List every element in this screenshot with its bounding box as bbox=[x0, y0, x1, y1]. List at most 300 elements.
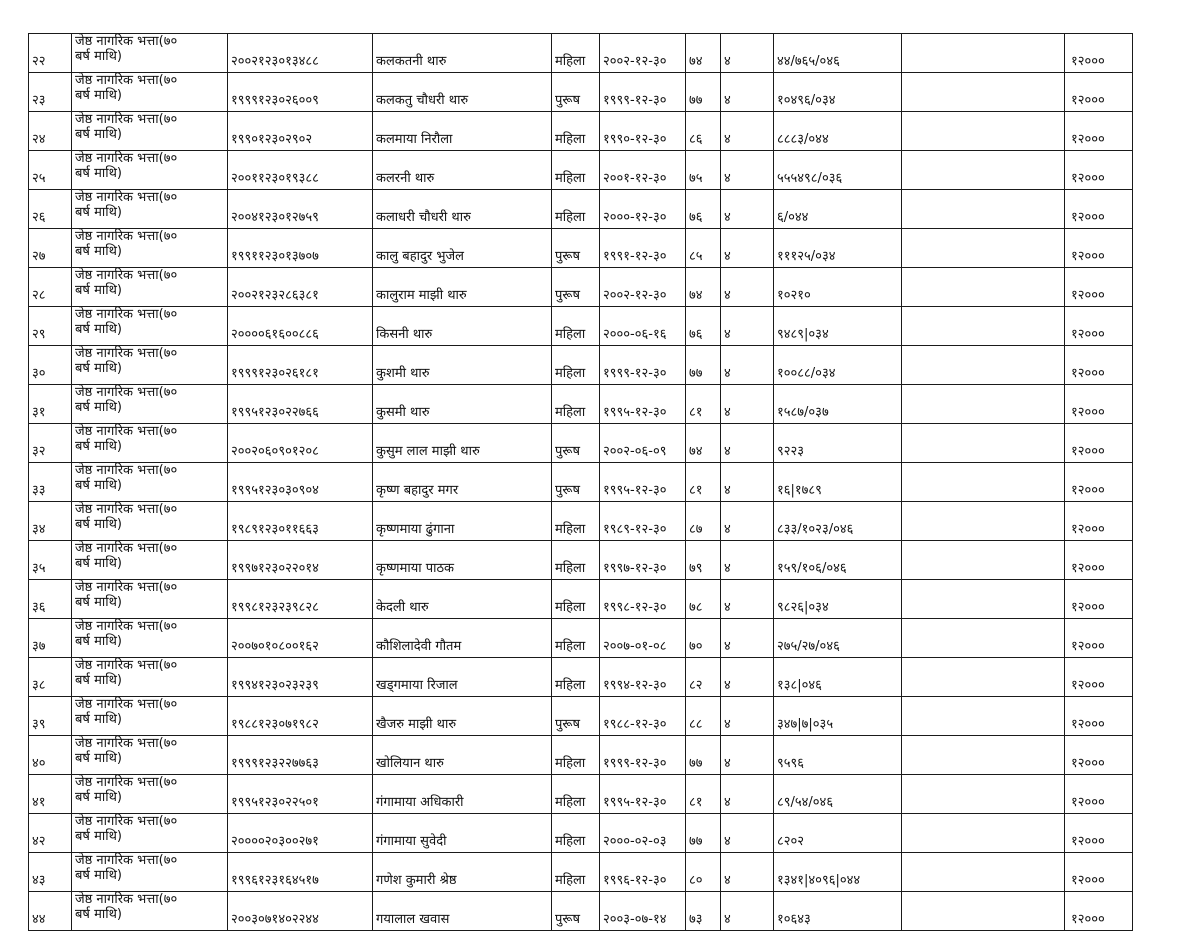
category-line-1: जेष्ठ नागरिक भत्ता(७० bbox=[75, 385, 178, 400]
amount-cell: १२००० bbox=[1065, 697, 1133, 736]
serial-number-cell: ३७ bbox=[29, 619, 72, 658]
document-number-cell: १३४१|४०९६|०४४ bbox=[774, 853, 902, 892]
beneficiary-name-cell: कुसमी थारु bbox=[373, 385, 552, 424]
date-of-birth-cell: १९९८-१२-३० bbox=[600, 580, 686, 619]
amount-cell: १२००० bbox=[1065, 190, 1133, 229]
ward-number-cell: ४ bbox=[721, 463, 774, 502]
category-cell bbox=[72, 229, 228, 268]
ward-number-cell: ४ bbox=[721, 658, 774, 697]
gender-cell: पुरूष bbox=[552, 268, 600, 307]
document-number-cell: ४४/७६५/०४६ bbox=[774, 34, 902, 73]
category-cell bbox=[72, 814, 228, 853]
table-row bbox=[29, 151, 1133, 190]
amount-cell: १२००० bbox=[1065, 619, 1133, 658]
empty-cell bbox=[902, 502, 1065, 541]
table-row bbox=[29, 112, 1133, 151]
ward-number-cell: ४ bbox=[721, 151, 774, 190]
category-cell bbox=[72, 697, 228, 736]
category-line-1: जेष्ठ नागरिक भत्ता(७० bbox=[75, 424, 178, 439]
serial-number-cell: ४० bbox=[29, 736, 72, 775]
date-of-birth-cell: १९९७-१२-३० bbox=[600, 541, 686, 580]
age-cell: ७४ bbox=[686, 268, 721, 307]
empty-cell bbox=[902, 424, 1065, 463]
category-line-2: बर्ष माथि) bbox=[75, 205, 122, 220]
gender-cell: महिला bbox=[552, 151, 600, 190]
beneficiary-name-cell: कलरनी थारु bbox=[373, 151, 552, 190]
document-number-cell: ९४८९|०३४ bbox=[774, 307, 902, 346]
table-row bbox=[29, 697, 1133, 736]
category-cell bbox=[72, 424, 228, 463]
table-row bbox=[29, 619, 1133, 658]
date-of-birth-cell: २००७-०१-०८ bbox=[600, 619, 686, 658]
category-line-1: जेष्ठ नागरिक भत्ता(७० bbox=[75, 541, 178, 556]
table-row bbox=[29, 424, 1133, 463]
date-of-birth-cell: १९९९-१२-३० bbox=[600, 73, 686, 112]
empty-cell bbox=[902, 658, 1065, 697]
age-cell: ८७ bbox=[686, 502, 721, 541]
amount-cell: १२००० bbox=[1065, 892, 1133, 931]
beneficiary-name-cell: कुशमी थारु bbox=[373, 346, 552, 385]
document-number-cell: १५९/१०६/०४६ bbox=[774, 541, 902, 580]
date-of-birth-cell: २००२-१२-३० bbox=[600, 268, 686, 307]
date-of-birth-cell: १९९५-१२-३० bbox=[600, 385, 686, 424]
category-line-1: जेष्ठ नागरिक भत्ता(७० bbox=[75, 736, 178, 751]
gender-cell: महिला bbox=[552, 34, 600, 73]
age-cell: ८१ bbox=[686, 775, 721, 814]
beneficiary-name-cell: कौशिलादेवी गौतम bbox=[373, 619, 552, 658]
category-line-1: जेष्ठ नागरिक भत्ता(७० bbox=[75, 151, 178, 166]
beneficiary-name-cell: कलकतु चौधरी थारु bbox=[373, 73, 552, 112]
ward-number-cell: ४ bbox=[721, 385, 774, 424]
serial-number-cell: २३ bbox=[29, 73, 72, 112]
gender-cell: महिला bbox=[552, 658, 600, 697]
document-number-cell: १०२१० bbox=[774, 268, 902, 307]
document-number-cell: २७५/२७/०४६ bbox=[774, 619, 902, 658]
beneficiary-name-cell: गंगामाया अधिकारी bbox=[373, 775, 552, 814]
gender-cell: महिला bbox=[552, 502, 600, 541]
category-cell bbox=[72, 502, 228, 541]
table-row bbox=[29, 658, 1133, 697]
beneficiary-table-page bbox=[28, 33, 1133, 931]
gender-cell: पुरूष bbox=[552, 229, 600, 268]
ward-number-cell: ४ bbox=[721, 892, 774, 931]
amount-cell: १२००० bbox=[1065, 736, 1133, 775]
table-row bbox=[29, 307, 1133, 346]
serial-number-cell: २९ bbox=[29, 307, 72, 346]
citizenship-number-cell: १९९०१२३०२९०२ bbox=[228, 112, 373, 151]
beneficiary-name-cell: कृष्णमाया ढुंगाना bbox=[373, 502, 552, 541]
age-cell: ८६ bbox=[686, 112, 721, 151]
empty-cell bbox=[902, 580, 1065, 619]
citizenship-number-cell: १९९९१२३२२७७६३ bbox=[228, 736, 373, 775]
date-of-birth-cell: १९९९-१२-३० bbox=[600, 346, 686, 385]
serial-number-cell: २५ bbox=[29, 151, 72, 190]
ward-number-cell: ४ bbox=[721, 775, 774, 814]
date-of-birth-cell: १९८९-१२-३० bbox=[600, 502, 686, 541]
citizenship-number-cell: १९८८१२३०७१९८२ bbox=[228, 697, 373, 736]
beneficiary-name-cell: खैजरु माझी थारु bbox=[373, 697, 552, 736]
category-line-2: बर्ष माथि) bbox=[75, 907, 122, 922]
date-of-birth-cell: १९९९-१२-३० bbox=[600, 736, 686, 775]
age-cell: ८१ bbox=[686, 385, 721, 424]
serial-number-cell: ३३ bbox=[29, 463, 72, 502]
document-number-cell: ८२०२ bbox=[774, 814, 902, 853]
amount-cell: १२००० bbox=[1065, 424, 1133, 463]
beneficiary-name-cell: केदली थारु bbox=[373, 580, 552, 619]
category-line-1: जेष्ठ नागरिक भत्ता(७० bbox=[75, 892, 178, 907]
citizenship-number-cell: १९९४१२३०२३२३९ bbox=[228, 658, 373, 697]
category-line-2: बर्ष माथि) bbox=[75, 712, 122, 727]
category-line-2: बर्ष माथि) bbox=[75, 49, 122, 64]
age-cell: ७३ bbox=[686, 892, 721, 931]
date-of-birth-cell: २००३-०७-१४ bbox=[600, 892, 686, 931]
serial-number-cell: ४४ bbox=[29, 892, 72, 931]
category-line-2: बर्ष माथि) bbox=[75, 868, 122, 883]
citizenship-number-cell: १९९५१२३०२२७६६ bbox=[228, 385, 373, 424]
amount-cell: १२००० bbox=[1065, 502, 1133, 541]
beneficiary-name-cell: खोलियान थारु bbox=[373, 736, 552, 775]
category-line-2: बर्ष माथि) bbox=[75, 244, 122, 259]
category-line-2: बर्ष माथि) bbox=[75, 673, 122, 688]
date-of-birth-cell: १९९६-१२-३० bbox=[600, 853, 686, 892]
gender-cell: महिला bbox=[552, 580, 600, 619]
citizenship-number-cell: १९९९१२३०२६००९ bbox=[228, 73, 373, 112]
category-line-2: बर्ष माथि) bbox=[75, 88, 122, 103]
category-cell bbox=[72, 580, 228, 619]
beneficiary-name-cell: कृष्ण बहादुर मगर bbox=[373, 463, 552, 502]
age-cell: ७० bbox=[686, 619, 721, 658]
category-line-2: बर्ष माथि) bbox=[75, 400, 122, 415]
citizenship-number-cell: २००००६१६००८८६ bbox=[228, 307, 373, 346]
beneficiary-name-cell: कालु बहादुर भुजेल bbox=[373, 229, 552, 268]
date-of-birth-cell: १९९४-१२-३० bbox=[600, 658, 686, 697]
empty-cell bbox=[902, 346, 1065, 385]
category-cell bbox=[72, 307, 228, 346]
amount-cell: १२००० bbox=[1065, 463, 1133, 502]
citizenship-number-cell: १९९९१२३०२६१८१ bbox=[228, 346, 373, 385]
serial-number-cell: ३१ bbox=[29, 385, 72, 424]
serial-number-cell: ४१ bbox=[29, 775, 72, 814]
table-row bbox=[29, 736, 1133, 775]
beneficiary-name-cell: कलमाया निरौला bbox=[373, 112, 552, 151]
category-line-1: जेष्ठ नागरिक भत्ता(७० bbox=[75, 775, 178, 790]
amount-cell: १२००० bbox=[1065, 73, 1133, 112]
category-cell bbox=[72, 73, 228, 112]
date-of-birth-cell: १९८८-१२-३० bbox=[600, 697, 686, 736]
serial-number-cell: २७ bbox=[29, 229, 72, 268]
amount-cell: १२००० bbox=[1065, 658, 1133, 697]
ward-number-cell: ४ bbox=[721, 814, 774, 853]
empty-cell bbox=[902, 151, 1065, 190]
beneficiary-name-cell: गणेश कुमारी श्रेष्ठ bbox=[373, 853, 552, 892]
category-line-1: जेष्ठ नागरिक भत्ता(७० bbox=[75, 580, 178, 595]
citizenship-number-cell: १९९८१२३२३९८२८ bbox=[228, 580, 373, 619]
citizenship-number-cell: २००२१२३०१३४८८ bbox=[228, 34, 373, 73]
amount-cell: १२००० bbox=[1065, 151, 1133, 190]
category-cell bbox=[72, 346, 228, 385]
serial-number-cell: ३९ bbox=[29, 697, 72, 736]
category-line-1: जेष्ठ नागरिक भत्ता(७० bbox=[75, 502, 178, 517]
citizenship-number-cell: २००२१२३२८६३८१ bbox=[228, 268, 373, 307]
category-line-2: बर्ष माथि) bbox=[75, 790, 122, 805]
gender-cell: महिला bbox=[552, 307, 600, 346]
amount-cell: १२००० bbox=[1065, 775, 1133, 814]
empty-cell bbox=[902, 775, 1065, 814]
gender-cell: महिला bbox=[552, 736, 600, 775]
table-row bbox=[29, 385, 1133, 424]
age-cell: ७८ bbox=[686, 580, 721, 619]
citizenship-number-cell: १९९५१२३०३०९०४ bbox=[228, 463, 373, 502]
empty-cell bbox=[902, 736, 1065, 775]
beneficiary-name-cell: कलाधरी चौधरी थारु bbox=[373, 190, 552, 229]
table-row bbox=[29, 853, 1133, 892]
ward-number-cell: ४ bbox=[721, 736, 774, 775]
category-line-2: बर्ष माथि) bbox=[75, 517, 122, 532]
ward-number-cell: ४ bbox=[721, 424, 774, 463]
date-of-birth-cell: २००२-१२-३० bbox=[600, 34, 686, 73]
document-number-cell: १५८७/०३७ bbox=[774, 385, 902, 424]
table-body bbox=[29, 34, 1133, 931]
ward-number-cell: ४ bbox=[721, 229, 774, 268]
empty-cell bbox=[902, 463, 1065, 502]
beneficiary-name-cell: कृष्णमाया पाठक bbox=[373, 541, 552, 580]
serial-number-cell: २४ bbox=[29, 112, 72, 151]
empty-cell bbox=[902, 697, 1065, 736]
table-row bbox=[29, 268, 1133, 307]
date-of-birth-cell: २०००-१२-३० bbox=[600, 190, 686, 229]
category-line-1: जेष्ठ नागरिक भत्ता(७० bbox=[75, 619, 178, 634]
date-of-birth-cell: २०००-०६-१६ bbox=[600, 307, 686, 346]
citizenship-number-cell: २००४१२३०१२७५९ bbox=[228, 190, 373, 229]
gender-cell: महिला bbox=[552, 112, 600, 151]
category-line-1: जेष्ठ नागरिक भत्ता(७० bbox=[75, 190, 178, 205]
category-line-2: बर्ष माथि) bbox=[75, 127, 122, 142]
gender-cell: महिला bbox=[552, 814, 600, 853]
gender-cell: पुरूष bbox=[552, 697, 600, 736]
amount-cell: १२००० bbox=[1065, 112, 1133, 151]
serial-number-cell: ४२ bbox=[29, 814, 72, 853]
empty-cell bbox=[902, 814, 1065, 853]
date-of-birth-cell: १९९५-१२-३० bbox=[600, 775, 686, 814]
category-line-2: बर्ष माथि) bbox=[75, 751, 122, 766]
empty-cell bbox=[902, 385, 1065, 424]
table-row bbox=[29, 73, 1133, 112]
document-number-cell: ६/०४४ bbox=[774, 190, 902, 229]
age-cell: ८८ bbox=[686, 697, 721, 736]
citizenship-number-cell: १९९५१२३०२२५०१ bbox=[228, 775, 373, 814]
category-line-2: बर्ष माथि) bbox=[75, 595, 122, 610]
ward-number-cell: ४ bbox=[721, 580, 774, 619]
table-row bbox=[29, 775, 1133, 814]
citizenship-number-cell: २००११२३०१९३८८ bbox=[228, 151, 373, 190]
citizenship-number-cell: १९९११२३०१३७०७ bbox=[228, 229, 373, 268]
age-cell: ७४ bbox=[686, 34, 721, 73]
gender-cell: महिला bbox=[552, 346, 600, 385]
serial-number-cell: ३५ bbox=[29, 541, 72, 580]
table-row bbox=[29, 34, 1133, 73]
beneficiary-name-cell: किसनी थारु bbox=[373, 307, 552, 346]
category-cell bbox=[72, 541, 228, 580]
empty-cell bbox=[902, 73, 1065, 112]
serial-number-cell: २२ bbox=[29, 34, 72, 73]
category-line-2: बर्ष माथि) bbox=[75, 556, 122, 571]
age-cell: ७४ bbox=[686, 424, 721, 463]
category-line-2: बर्ष माथि) bbox=[75, 283, 122, 298]
age-cell: ७७ bbox=[686, 814, 721, 853]
beneficiary-name-cell: खड्गमाया रिजाल bbox=[373, 658, 552, 697]
gender-cell: महिला bbox=[552, 775, 600, 814]
empty-cell bbox=[902, 190, 1065, 229]
category-cell bbox=[72, 463, 228, 502]
empty-cell bbox=[902, 853, 1065, 892]
empty-cell bbox=[902, 892, 1065, 931]
document-number-cell: १०६४३ bbox=[774, 892, 902, 931]
serial-number-cell: ३० bbox=[29, 346, 72, 385]
document-number-cell: ९८२६|०३४ bbox=[774, 580, 902, 619]
date-of-birth-cell: १९९०-१२-३० bbox=[600, 112, 686, 151]
category-line-2: बर्ष माथि) bbox=[75, 634, 122, 649]
ward-number-cell: ४ bbox=[721, 541, 774, 580]
gender-cell: पुरूष bbox=[552, 463, 600, 502]
age-cell: ७५ bbox=[686, 151, 721, 190]
category-line-2: बर्ष माथि) bbox=[75, 478, 122, 493]
category-cell bbox=[72, 736, 228, 775]
category-line-1: जेष्ठ नागरिक भत्ता(७० bbox=[75, 346, 178, 361]
amount-cell: १२००० bbox=[1065, 229, 1133, 268]
date-of-birth-cell: १९९१-१२-३० bbox=[600, 229, 686, 268]
category-line-1: जेष्ठ नागरिक भत्ता(७० bbox=[75, 112, 178, 127]
ward-number-cell: ४ bbox=[721, 73, 774, 112]
category-cell bbox=[72, 892, 228, 931]
ward-number-cell: ४ bbox=[721, 502, 774, 541]
age-cell: ८१ bbox=[686, 463, 721, 502]
category-line-1: जेष्ठ नागरिक भत्ता(७० bbox=[75, 34, 178, 49]
category-line-1: जेष्ठ नागरिक भत्ता(७० bbox=[75, 268, 178, 283]
table-row bbox=[29, 346, 1133, 385]
category-line-1: जेष्ठ नागरिक भत्ता(७० bbox=[75, 697, 178, 712]
age-cell: ७६ bbox=[686, 307, 721, 346]
empty-cell bbox=[902, 619, 1065, 658]
table-row bbox=[29, 190, 1133, 229]
document-number-cell: ९२२३ bbox=[774, 424, 902, 463]
beneficiary-name-cell: गयालाल खवास bbox=[373, 892, 552, 931]
age-cell: ७६ bbox=[686, 190, 721, 229]
ward-number-cell: ४ bbox=[721, 619, 774, 658]
document-number-cell: १११२५/०३४ bbox=[774, 229, 902, 268]
empty-cell bbox=[902, 229, 1065, 268]
citizenship-number-cell: २००२०६०९०१२०८ bbox=[228, 424, 373, 463]
gender-cell: महिला bbox=[552, 619, 600, 658]
document-number-cell: १३८|०४६ bbox=[774, 658, 902, 697]
ward-number-cell: ४ bbox=[721, 346, 774, 385]
age-cell: ७९ bbox=[686, 541, 721, 580]
gender-cell: महिला bbox=[552, 541, 600, 580]
document-number-cell: ८३३/१०२३/०४६ bbox=[774, 502, 902, 541]
ward-number-cell: ४ bbox=[721, 190, 774, 229]
document-number-cell: ८९/५४/०४६ bbox=[774, 775, 902, 814]
gender-cell: पुरूष bbox=[552, 73, 600, 112]
date-of-birth-cell: २०००-०२-०३ bbox=[600, 814, 686, 853]
category-cell bbox=[72, 775, 228, 814]
beneficiary-table bbox=[28, 33, 1133, 931]
category-line-1: जेष्ठ नागरिक भत्ता(७० bbox=[75, 307, 178, 322]
gender-cell: महिला bbox=[552, 190, 600, 229]
amount-cell: १२००० bbox=[1065, 346, 1133, 385]
category-cell bbox=[72, 619, 228, 658]
document-number-cell: १००८८/०३४ bbox=[774, 346, 902, 385]
document-number-cell: १६|१७८९ bbox=[774, 463, 902, 502]
citizenship-number-cell: १९८९१२३०११६६३ bbox=[228, 502, 373, 541]
age-cell: ८२ bbox=[686, 658, 721, 697]
table-row bbox=[29, 502, 1133, 541]
amount-cell: १२००० bbox=[1065, 34, 1133, 73]
serial-number-cell: ३४ bbox=[29, 502, 72, 541]
document-number-cell: १०४९६/०३४ bbox=[774, 73, 902, 112]
document-number-cell: ३४७|७|०३५ bbox=[774, 697, 902, 736]
document-number-cell: ९५९६ bbox=[774, 736, 902, 775]
amount-cell: १२००० bbox=[1065, 307, 1133, 346]
age-cell: ८० bbox=[686, 853, 721, 892]
table-row bbox=[29, 814, 1133, 853]
age-cell: ८५ bbox=[686, 229, 721, 268]
serial-number-cell: २८ bbox=[29, 268, 72, 307]
gender-cell: महिला bbox=[552, 853, 600, 892]
category-cell bbox=[72, 34, 228, 73]
empty-cell bbox=[902, 112, 1065, 151]
citizenship-number-cell: २००७०१०८००१६२ bbox=[228, 619, 373, 658]
table-row bbox=[29, 463, 1133, 502]
age-cell: ७७ bbox=[686, 346, 721, 385]
ward-number-cell: ४ bbox=[721, 268, 774, 307]
table-row bbox=[29, 541, 1133, 580]
empty-cell bbox=[902, 268, 1065, 307]
table-row bbox=[29, 580, 1133, 619]
table-row bbox=[29, 229, 1133, 268]
category-line-1: जेष्ठ नागरिक भत्ता(७० bbox=[75, 463, 178, 478]
empty-cell bbox=[902, 307, 1065, 346]
ward-number-cell: ४ bbox=[721, 307, 774, 346]
empty-cell bbox=[902, 541, 1065, 580]
amount-cell: १२००० bbox=[1065, 268, 1133, 307]
gender-cell: पुरूष bbox=[552, 892, 600, 931]
serial-number-cell: ३८ bbox=[29, 658, 72, 697]
serial-number-cell: ३२ bbox=[29, 424, 72, 463]
ward-number-cell: ४ bbox=[721, 112, 774, 151]
amount-cell: १२००० bbox=[1065, 541, 1133, 580]
category-line-2: बर्ष माथि) bbox=[75, 322, 122, 337]
beneficiary-name-cell: कालुराम माझी थारु bbox=[373, 268, 552, 307]
category-cell bbox=[72, 658, 228, 697]
category-line-2: बर्ष माथि) bbox=[75, 361, 122, 376]
category-line-2: बर्ष माथि) bbox=[75, 166, 122, 181]
date-of-birth-cell: १९९५-१२-३० bbox=[600, 463, 686, 502]
citizenship-number-cell: २००००२०३००२७१ bbox=[228, 814, 373, 853]
table-row bbox=[29, 892, 1133, 931]
amount-cell: १२००० bbox=[1065, 814, 1133, 853]
category-line-1: जेष्ठ नागरिक भत्ता(७० bbox=[75, 658, 178, 673]
category-cell bbox=[72, 853, 228, 892]
citizenship-number-cell: १९९६१२३१६४५१७ bbox=[228, 853, 373, 892]
category-cell bbox=[72, 190, 228, 229]
age-cell: ७७ bbox=[686, 73, 721, 112]
beneficiary-name-cell: कलकतनी थारु bbox=[373, 34, 552, 73]
gender-cell: पुरूष bbox=[552, 424, 600, 463]
ward-number-cell: ४ bbox=[721, 697, 774, 736]
category-line-1: जेष्ठ नागरिक भत्ता(७० bbox=[75, 73, 178, 88]
date-of-birth-cell: २००१-१२-३० bbox=[600, 151, 686, 190]
category-cell bbox=[72, 151, 228, 190]
serial-number-cell: ३६ bbox=[29, 580, 72, 619]
